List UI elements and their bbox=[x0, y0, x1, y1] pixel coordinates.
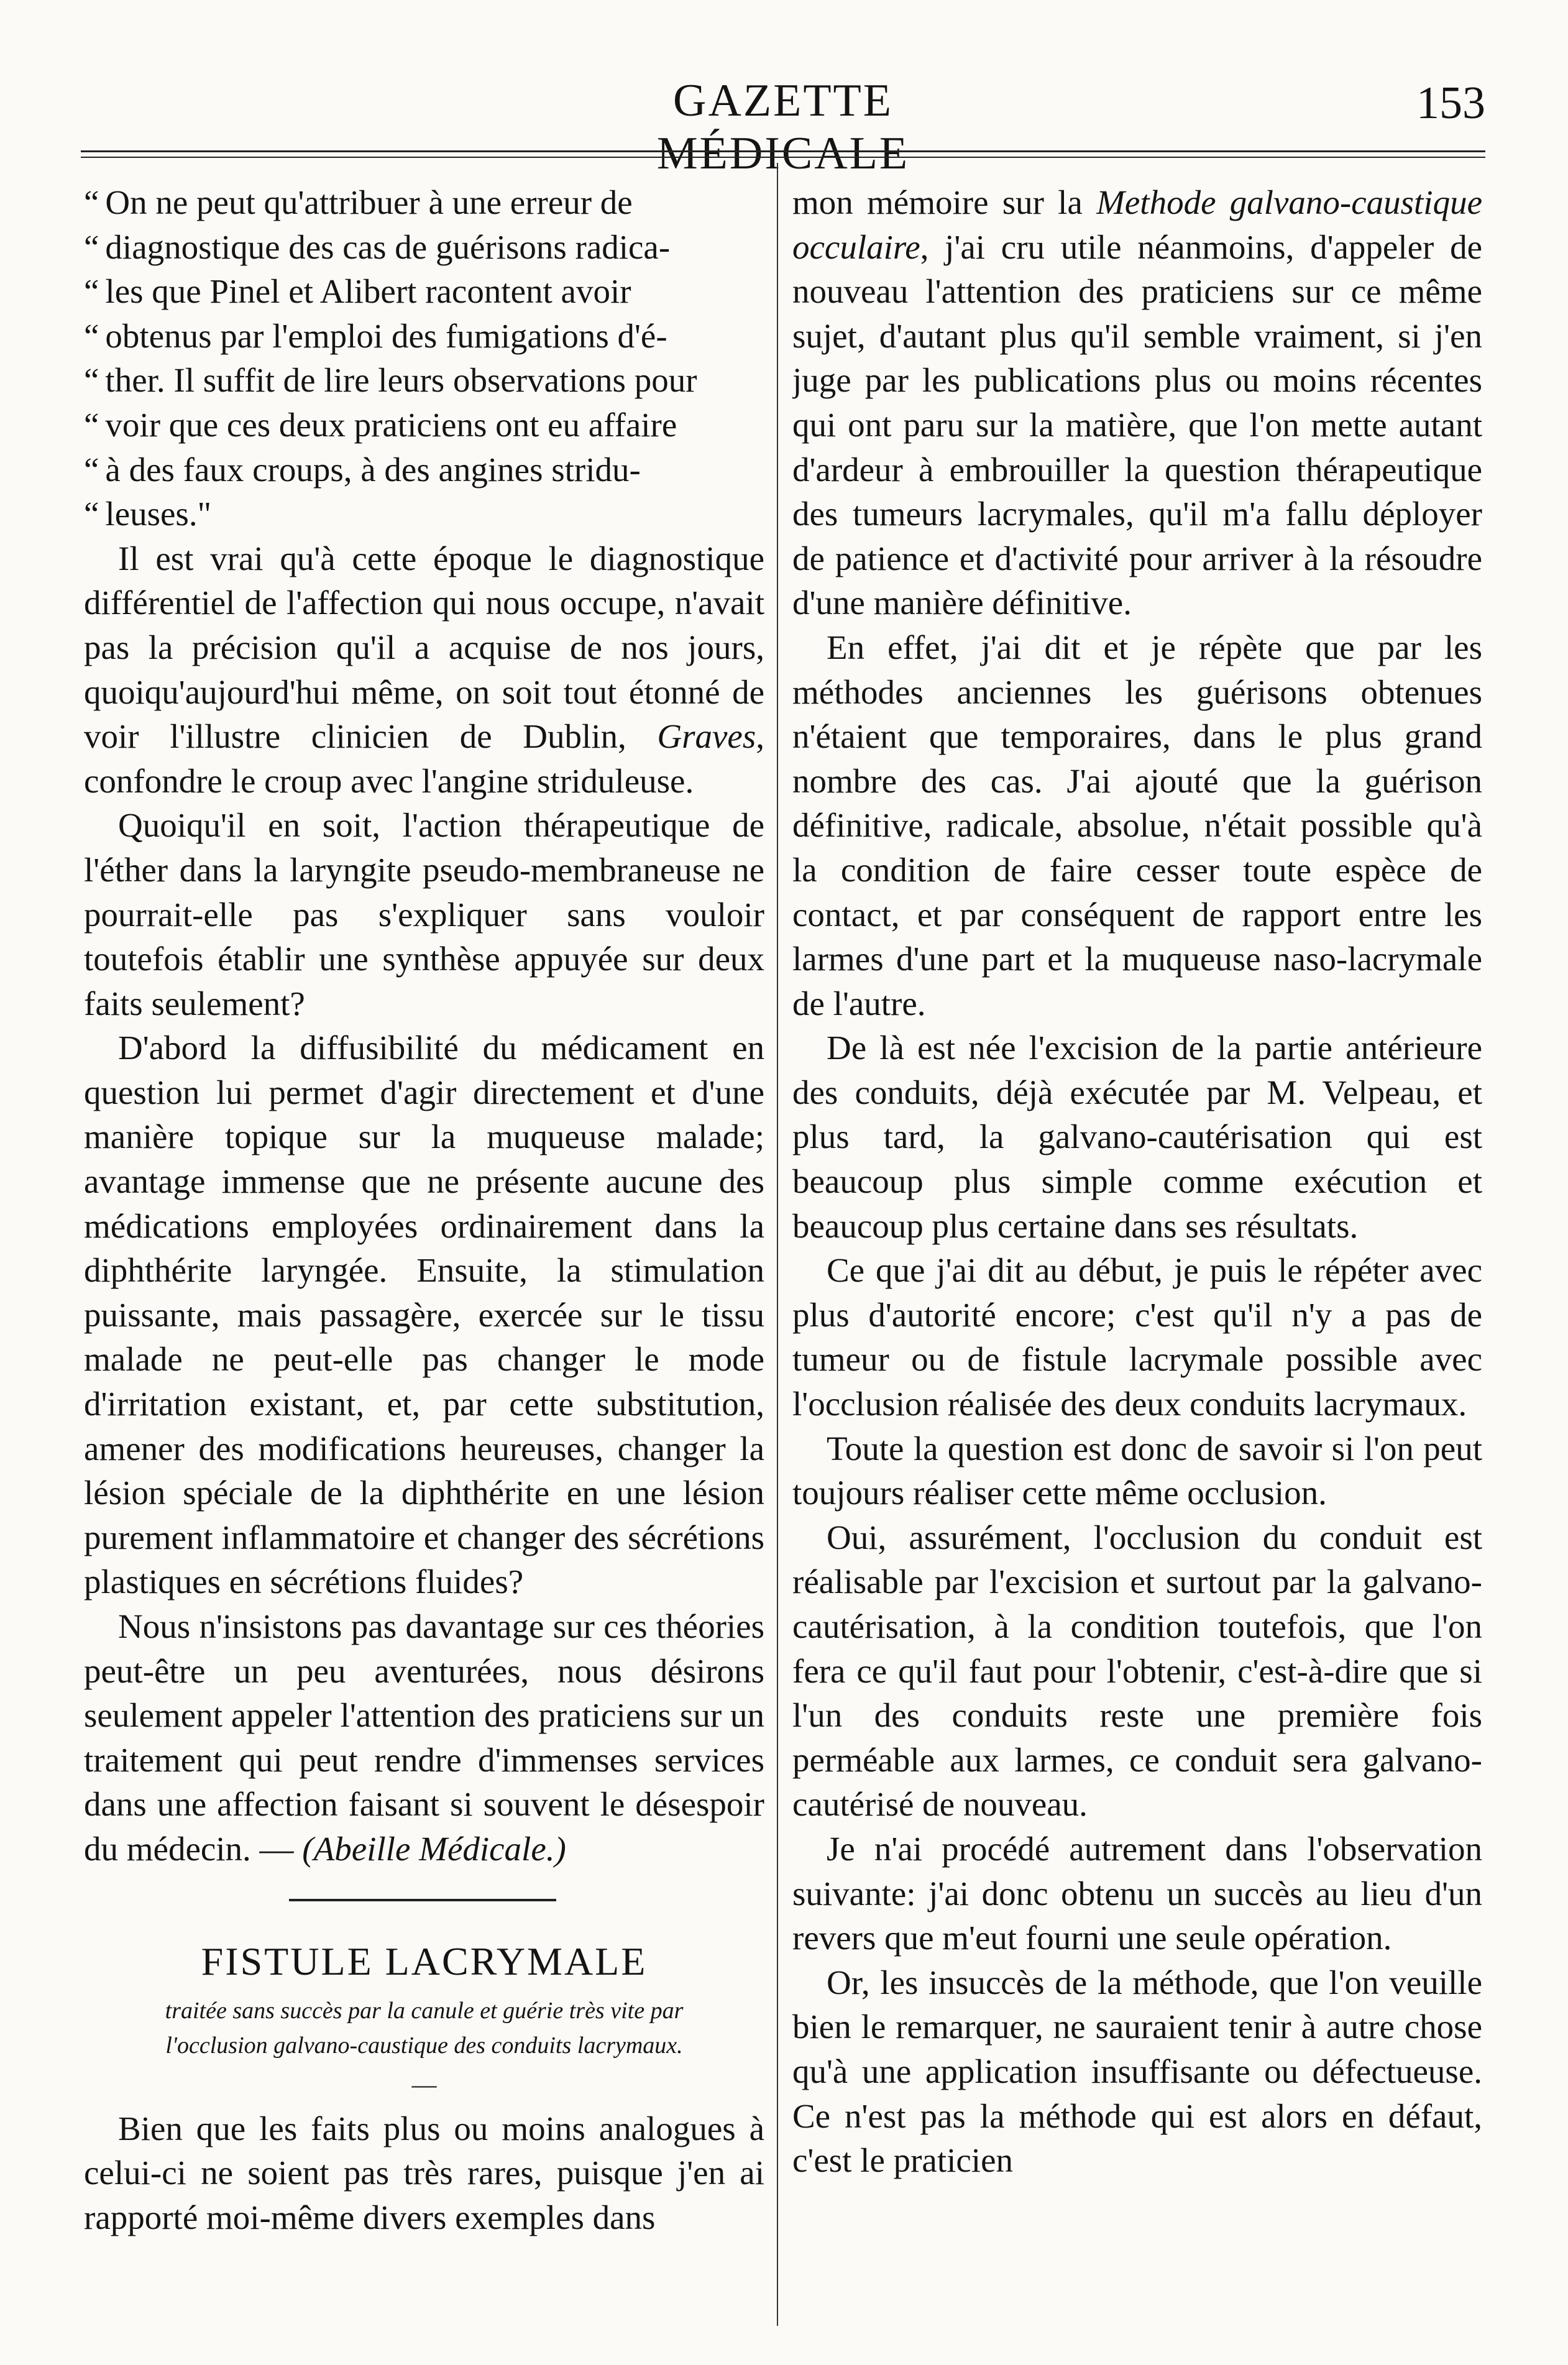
paragraph-conclusion: Nous n'insistons pas davantage sur ces théories peut-être un peu aventurées, nous désirons seulement appeler l'attention des praticiens sur un traitement qui peut rendre d'immenses services dans une affection faisant si souvent le désespoir du médecin. — (Abeille Médicale.) bbox=[84, 1607, 764, 1868]
quote-line: “ voir que ces deux praticiens ont eu affaire bbox=[84, 405, 677, 444]
header-rule-secondary bbox=[81, 157, 1485, 158]
quote-line: “ les que Pinel et Alibert racontent avoir bbox=[84, 272, 631, 311]
paragraph-diffusibility: D'abord la diffusibilité du médicament en question lui permet d'agir directement et d'une manière topique sur la muqueuse malade; avantage immense que ne présente aucune des médications employées ordinairement dans la diphthérite laryngée. Ensuite, la stimulation puissante, mais passagère, exercée sur le tissu malade ne peut-elle pas changer le mode d'irritation existant, et, par cette substitution, amener des modifications heureuses, changer la lésion spéciale de la diphthérite en une lésion purement inflammatoire et changer des sécrétions plastiques en sécrétions fluides? bbox=[84, 1029, 764, 1601]
right-column bbox=[792, 180, 1482, 2343]
page-number: 153 bbox=[1416, 78, 1485, 129]
paragraph-intro-fistule: Bien que les faits plus ou moins analogues à celui-ci ne soient pas très rares, puisque j'en ai rapporté moi-même divers exemples dans bbox=[84, 2109, 764, 2236]
section-subtitle: traitée sans succès par la canule et guérie très vite par l'occlusion galvano-caustique des conduits lacrymaux. bbox=[165, 1997, 684, 2059]
quote-line: “ ther. Il suffit de lire leurs observations pour bbox=[84, 361, 697, 400]
paragraph-diagnostic: Il est vrai qu'à cette époque le diagnostique différentiel de l'affection qui nous occupe, n'avait pas la précision qu'il a acquise de nos jours, quoiqu'aujourd'hui même, on soit tout étonné de voir l'illustre clinicien de Dublin, Graves, confondre le croup avec l'angine striduleuse. bbox=[84, 539, 764, 800]
paragraph-excision: De là est née l'excision de la partie antérieure des conduits, déjà exécutée par M. Velpeau, et plus tard, la galvano-cautérisation qui est beaucoup plus simple comme exécution et beaucoup plus certaine dans ses résultats. bbox=[792, 1029, 1482, 1245]
section-dash: — bbox=[411, 2070, 437, 2098]
section-title: FISTULE LACRYMALE bbox=[201, 1939, 648, 1983]
paragraph-observation: Je n'ai procédé autrement dans l'observation suivante: j'ai donc obtenu un succès au lieu d'un revers que m'eut fourni une seule opération. bbox=[792, 1829, 1482, 1957]
source-citation: (Abeille Médicale.) bbox=[302, 1829, 566, 1868]
paragraph-en-effet: En effet, j'ai dit et je répète que par les méthodes anciennes les guérisons obtenues n'étaient que temporaires, dans le plus grand nombre des cas. J'ai ajouté que la guérison définitive, radicale, absolue, n'était possible qu'à la condition de faire cesser toute espèce de contact, et par conséquent de rapport entre les larmes d'une part et la muqueuse naso-lacrymale de l'autre. bbox=[792, 628, 1482, 1022]
quote-line: “ leuses." bbox=[84, 495, 212, 533]
header-rule bbox=[81, 150, 1485, 152]
quote-line: “ à des faux croups, à des angines stridu- bbox=[84, 450, 641, 489]
section-separator bbox=[84, 1871, 764, 1909]
quote-line: “ On ne peut qu'attribuer à une erreur de bbox=[84, 183, 633, 221]
paragraph-ether-action: Quoiqu'il en soit, l'action thérapeutique de l'éther dans la laryngite pseudo-membraneuse ne pourrait-elle pas s'expliquer sans vouloir toutefois établir une synthèse appuyée sur deux faits seulement? bbox=[84, 806, 764, 1022]
paragraph-insucces: Or, les insuccès de la méthode, que l'on veuille bien le remarquer, ne sauraient tenir à autre chose qu'à une application insuffisante ou défectueuse. Ce n'est pas la méthode qui est alors en défaut, c'est le praticien bbox=[792, 1963, 1482, 2180]
running-head bbox=[0, 75, 1568, 179]
paragraph-question: Toute la question est donc de savoir si l'on peut toujours réaliser cette même occlusion. bbox=[792, 1429, 1482, 1512]
left-column bbox=[84, 180, 764, 2343]
paragraph-memoire: mon mémoire sur la Methode galvano-caustique occulaire, j'ai cru utile néanmoins, d'appeler de nouveau l'attention des praticiens sur ce même sujet, d'autant plus qu'il semble vraiment, si j'en juge par les publications plus ou moins récentes qui ont paru sur la matière, que l'on mette autant d'ardeur à embrouiller la question thérapeutique des tumeurs lacrymales, qu'il m'a fallu déployer de patience et d'activité pour arriver à la résoudre d'une manière définitive. bbox=[792, 183, 1482, 622]
paragraph-occlusion: Oui, assurément, l'occlusion du conduit est réalisable par l'excision et surtout par la galvano-cautérisation, à la condition toutefois, que l'on fera ce qu'il faut pour l'obtenir, c'est-à-dire que si l'un des conduits reste une première fois perméable aux larmes, ce conduit sera galvano-cautérisé de nouveau. bbox=[792, 1518, 1482, 1824]
column-divider bbox=[777, 163, 778, 2326]
quote-line: “ diagnostique des cas de guérisons radica- bbox=[84, 227, 671, 266]
quotation-block bbox=[84, 180, 764, 536]
quote-line: “ obtenus par l'emploi des fumigations d'é- bbox=[84, 316, 667, 355]
paragraph-debut: Ce que j'ai dit au début, je puis le répéter avec plus d'autorité encore; c'est qu'il n'y a pas de tumeur ou de fistule lacrymale possible avec l'occlusion réalisée des deux conduits lacrymaux. bbox=[792, 1251, 1482, 1423]
graves-name: Graves bbox=[657, 717, 756, 756]
memoire-title: Methode galvano-caustique occulaire bbox=[792, 183, 1482, 266]
journal-title: GAZETTE MÉDICALE bbox=[656, 75, 910, 179]
